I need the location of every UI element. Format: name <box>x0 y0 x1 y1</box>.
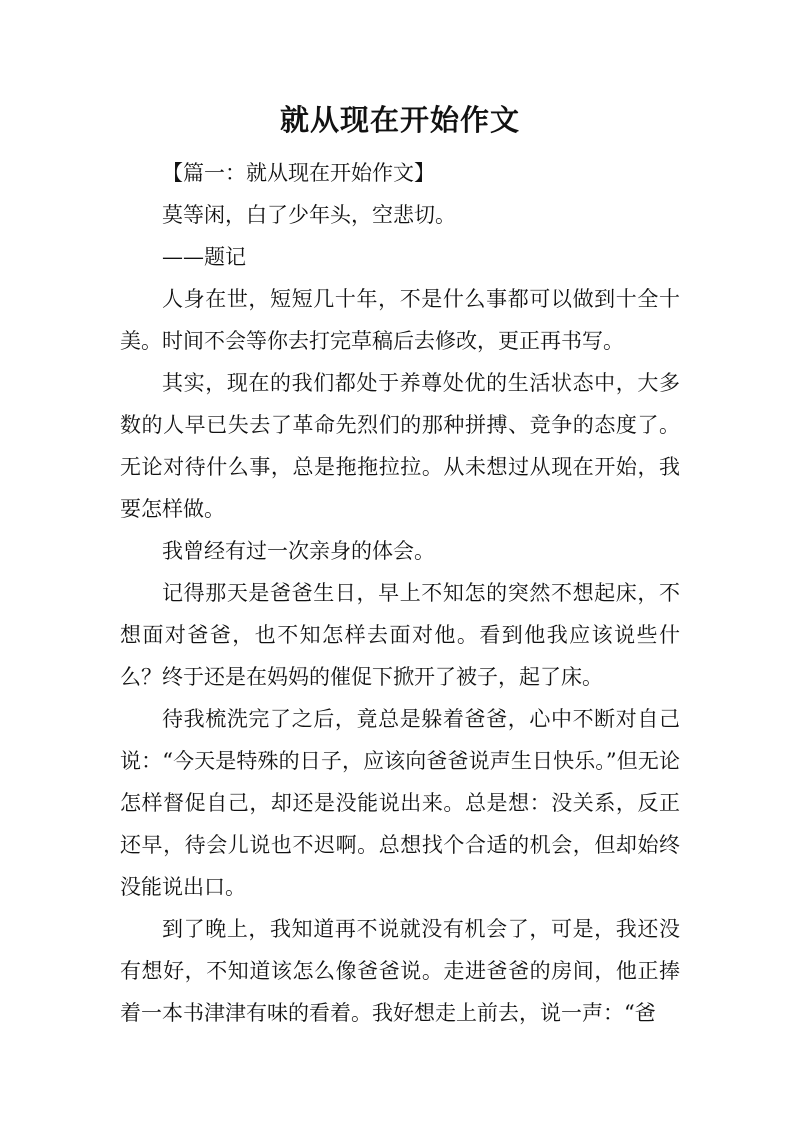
paragraph: 待我梳洗完了之后，竟总是躲着爸爸，心中不断对自己说：“今天是特殊的日子，应该向爸爸说声生日快乐。”但无论怎样督促自己，却还是没能说出来。总是想：没关系，反正还早，待会儿说也不迟啊。总想找个合适的机会，但却始终没能说出口。 <box>120 707 680 899</box>
paragraph-quote: 莫等闲，白了少年头，空悲切。 <box>162 203 456 227</box>
paragraph: 人身在世，短短几十年，不是什么事都可以做到十全十美。时间不会等你去打完草稿后去修改，更正再书写。 <box>120 287 680 353</box>
paragraph: 我曾经有过一次亲身的体会。 <box>162 539 435 563</box>
paragraph: 记得那天是爸爸生日，早上不知怎的突然不想起床，不想面对爸爸，也不知怎样去面对他。看到他我应该说些什么？终于还是在妈妈的催促下掀开了被子，起了床。 <box>120 581 680 689</box>
paragraph: 其实，现在的我们都处于养尊处优的生活状态中，大多数的人早已失去了革命先烈们的那种拼搏、竞争的态度了。无论对待什么事，总是拖拖拉拉。从未想过从现在开始，我要怎样做。 <box>120 371 680 521</box>
paragraph: 到了晚上，我知道再不说就没有机会了，可是，我还没有想好，不知道该怎么像爸爸说。走进爸爸的房间，他正捧着一本书津津有味的看着。我好想走上前去，说一声：“爸 <box>120 917 680 1025</box>
paragraph-epigraph-source: ——题记 <box>162 245 246 269</box>
document-body <box>120 152 680 1034</box>
paragraph-heading: 【篇一：就从现在开始作文】 <box>162 161 435 185</box>
document-title: 就从现在开始作文 <box>279 103 520 137</box>
